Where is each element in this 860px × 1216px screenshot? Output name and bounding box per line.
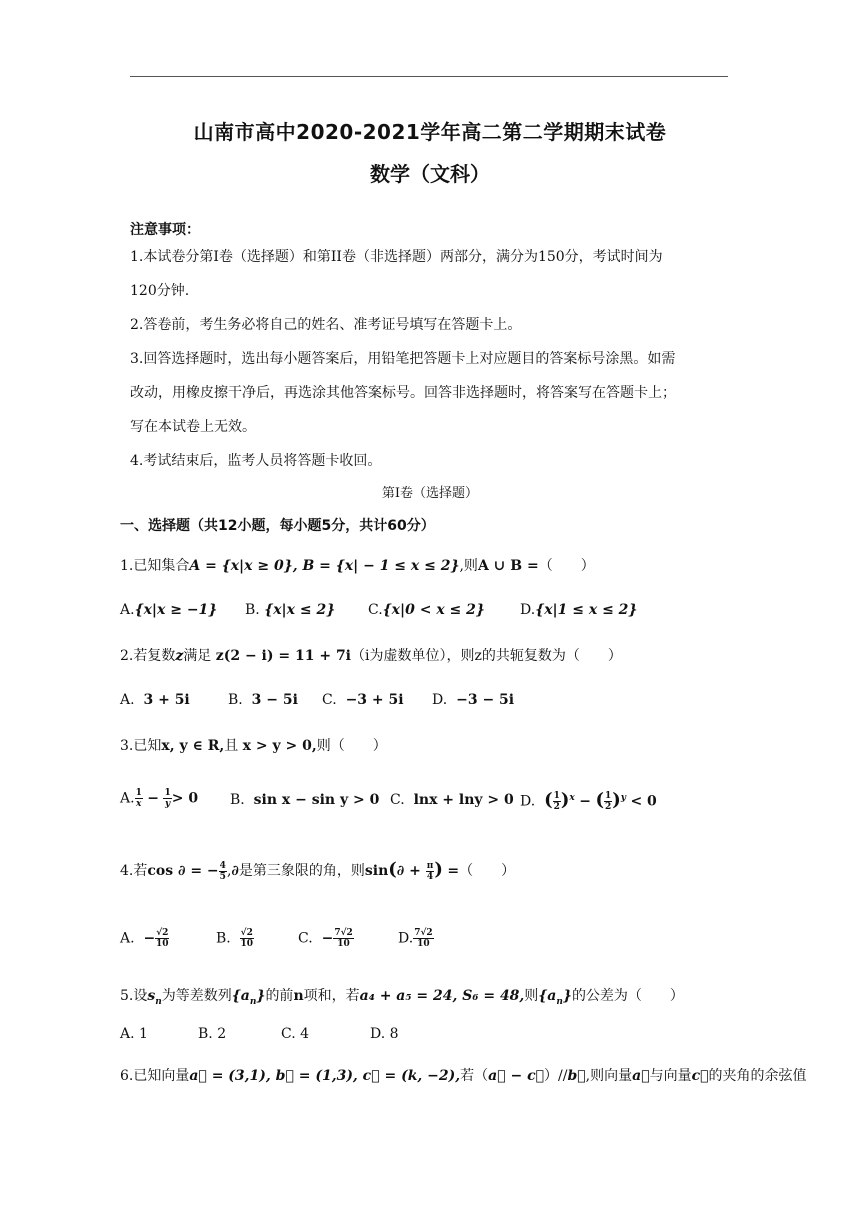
exam-subtitle: 数学（文科） [370, 162, 490, 186]
fraction: $\frac{1}{x}$ [135, 788, 142, 809]
notice-heading: 注意事项： [130, 222, 200, 238]
q5-option-a: A. 1 [120, 1026, 148, 1042]
fraction: $\frac{1}{2}$ [604, 791, 612, 813]
fraction: $\frac{√2}{10}$ [156, 928, 169, 949]
fraction: $\frac{√2}{10}$ [240, 928, 254, 949]
notice-item-1-cont: 120分钟. [130, 283, 190, 299]
q1-option-b: B. {x|x ≤ 2} [245, 602, 336, 618]
fraction: $\frac{1}{2}$ [553, 791, 560, 813]
notice-item-3: 3.回答选择题时，选出每小题答案后，用铅笔把答题卡上对应题目的答案标号涂黑。如需 [130, 351, 676, 367]
q1-option-d: D.{x|1 ≤ x ≤ 2} [520, 602, 638, 618]
question-3: 3.已知x, y ∈ R,且 x > y > 0,则（ ） [120, 738, 387, 754]
notice-item-4: 4.考试结束后，监考人员将答题卡收回。 [130, 453, 382, 469]
question-2: 2.若复数z满足 z(2 − i) = 11 + 7i（i为虚数单位），则z的共轭复数为（ ） [120, 648, 622, 664]
question-5: 5.设$s_n$为等差数列$\{a_n\}$的前n项和，若a₄ + a₅ = 24, S₆ = 48,则$\{a_n\}$的公差为（ ） [120, 988, 684, 1007]
fraction: $\frac{4}{5}$ [219, 860, 226, 882]
q4-option-d: D. $\frac{7√2}{10}$ [398, 928, 433, 949]
header-rule [130, 76, 728, 77]
q3-option-c: C. lnx + lny > 0 [390, 792, 514, 808]
section-heading: 一、选择题（共12小题，每小题5分，共计60分） [120, 518, 435, 534]
part1-heading: 第Ⅰ卷（选择题） [381, 486, 479, 501]
question-4: 4.若cos ∂ = − $\frac{4}{5}$ ,∂是第三象限的角，则sin(∂ + $\frac{\pi}{4}$ ) =（ ） [120, 859, 516, 882]
q2-option-d: D. −3 − 5i [432, 692, 515, 708]
notice-item-3-cont: 改动，用橡皮擦干净后，再选涂其他答案标号。回答非选择题时，将答案写在答题卡上； [130, 385, 676, 401]
notice-item-1: 1.本试卷分第Ⅰ卷（选择题）和第II卷（非选择题）两部分，满分为150分，考试时间为 [130, 249, 663, 265]
exam-title: 山南市高中2020-2021学年高二第二学期期末试卷 [193, 120, 667, 144]
q2-option-b: B. 3 − 5i [228, 692, 298, 708]
q4-option-c: C. − $\frac{7√2}{10}$ [298, 928, 353, 949]
q2-option-c: C. −3 + 5i [322, 692, 404, 708]
q3-option-b: B. sin x − sin y > 0 [230, 792, 380, 808]
fraction: $\frac{\pi}{4}$ [426, 860, 434, 882]
notice-item-2: 2.答卷前，考生务必将自己的姓名、准考证号填写在答题卡上。 [130, 317, 522, 333]
fraction: $\frac{7√2}{10}$ [414, 928, 433, 949]
q3-option-a: A. $\frac{1}{x}$ − $\frac{1}{y}$ > 0 [120, 788, 199, 809]
fraction: $\frac{7√2}{10}$ [334, 928, 353, 949]
fraction: $\frac{1}{y}$ [164, 788, 171, 809]
question-1: 1.已知集合A = {x|x ≥ 0}, B = {x| − 1 ≤ x ≤ 2},则A ∪ B =（ ） [120, 558, 595, 574]
q4-option-b: B. $\frac{√2}{10}$ [216, 928, 254, 949]
q1-option-c: C.{x|0 < x ≤ 2} [368, 602, 485, 618]
notice-item-3-cont2: 写在本试卷上无效。 [130, 419, 256, 435]
q3-option-d: D. ( $\frac{1}{2}$ )$^x$ − ( $\frac{1}{2}$ )$^y$ < 0 [520, 789, 657, 813]
q1-option-a: A.{x|x ≥ −1} [120, 602, 218, 618]
q2-option-a: A. 3 + 5i [120, 692, 190, 708]
q5-option-c: C. 4 [281, 1026, 310, 1042]
q5-option-b: B. 2 [198, 1026, 227, 1042]
q5-option-d: D. 8 [370, 1026, 399, 1042]
q4-option-a: A. − $\frac{√2}{10}$ [120, 928, 169, 949]
question-6: 6.已知向量a⃗ = (3,1), b⃗ = (1,3), c⃗ = (k, −2),若（a⃗ − c⃗）//b⃗,则向量a⃗与向量c⃗的夹角的余弦值 [120, 1068, 807, 1084]
